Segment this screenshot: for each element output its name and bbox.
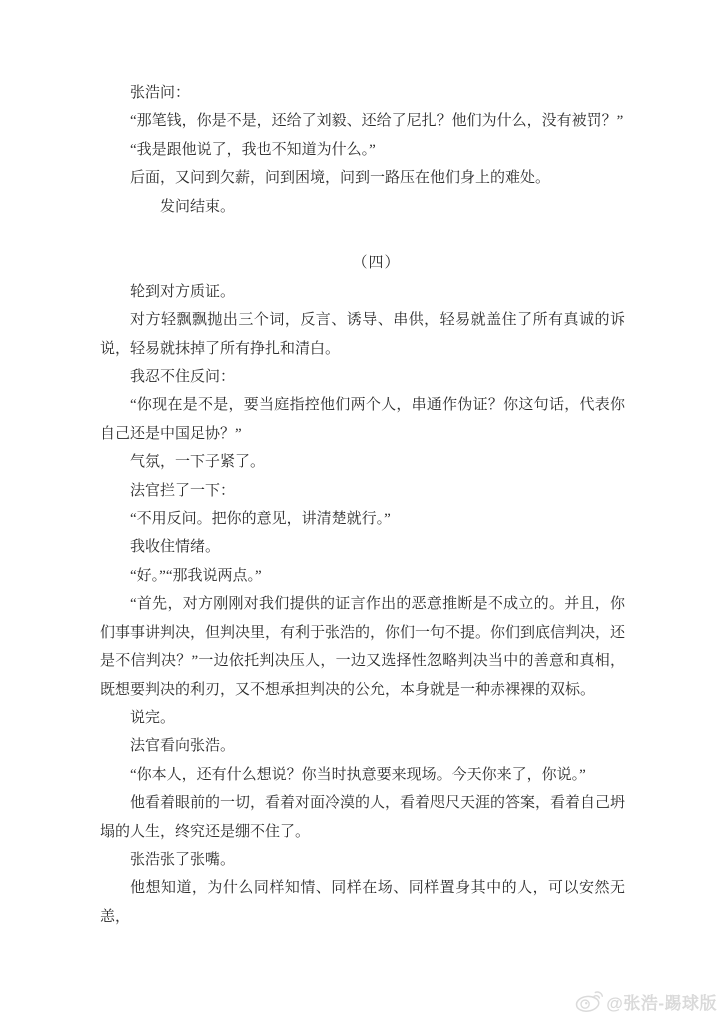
- document-body: [100, 79, 625, 931]
- paragraph: 气氛，一下子紧了。: [130, 454, 266, 471]
- paragraph: 后面，又问到欠薪，问到困境，问到一路压在他们身上的难处。: [130, 170, 551, 187]
- paragraph: 对方轻飘飘抛出三个词，反言、诱导、串供，轻易就盖住了所有真诚的诉说，轻易就抹掉了所有挣扎和清白。: [100, 312, 625, 357]
- paragraph: 发问结束。: [160, 198, 236, 215]
- weibo-icon: [574, 990, 603, 1014]
- paragraph: 法官看向张浩。: [130, 738, 236, 755]
- watermark: [574, 989, 717, 1014]
- paragraph: “好。”“那我说两点。”: [130, 567, 262, 584]
- paragraph: “那笔钱，你是不是，还给了刘毅、还给了尼扎？他们为什么，没有被罚？”: [130, 113, 624, 130]
- paragraph: 我收住情绪。: [130, 539, 221, 556]
- paragraph: “首先，对方刚刚对我们提供的证言作出的恶意推断是不成立的。并且，你们事事讲判决，但判决里，有利于张浩的，你们一句不提。你们到底信判决，还是不信判决？”一边依托判决压人，一边又选择性忽略判决当中的善意和真相，既想要判决的利刃，又不想承担判决的公允，本身就是一种赤裸裸的双标。: [100, 596, 626, 698]
- paragraph: 他看着眼前的一切，看着对面冷漠的人，看着咫尺天涯的答案，看着自己坍塌的人生，终究还是绷不住了。: [100, 795, 626, 840]
- paragraph: 张浩张了张嘴。: [130, 851, 236, 868]
- paragraph: “不用反问。把你的意见，讲清楚就行。”: [130, 511, 391, 528]
- paragraph: “我是跟他说了，我也不知道为什么。”: [130, 141, 376, 158]
- watermark-text: @张浩-踢球版: [606, 994, 717, 1013]
- paragraph: 我忍不住反问：: [130, 369, 236, 386]
- paragraph: 法官拦了一下：: [130, 482, 236, 499]
- paragraph: “你现在是不是，要当庭指控他们两个人，串通作伪证？你这句话，代表你自己还是中国足协？”: [100, 397, 625, 442]
- paragraph: 轮到对方质证。: [130, 283, 236, 300]
- paragraph: 他想知道，为什么同样知情、同样在场、同样置身其中的人，可以安然无恙，: [100, 880, 625, 925]
- paragraph: 张浩问：: [130, 85, 191, 101]
- paragraph: 说完。: [130, 709, 176, 726]
- paragraph: “你本人，还有什么想说？你当时执意要来现场。今天你来了，你说。”: [130, 766, 586, 783]
- paragraph: （四）: [352, 255, 401, 272]
